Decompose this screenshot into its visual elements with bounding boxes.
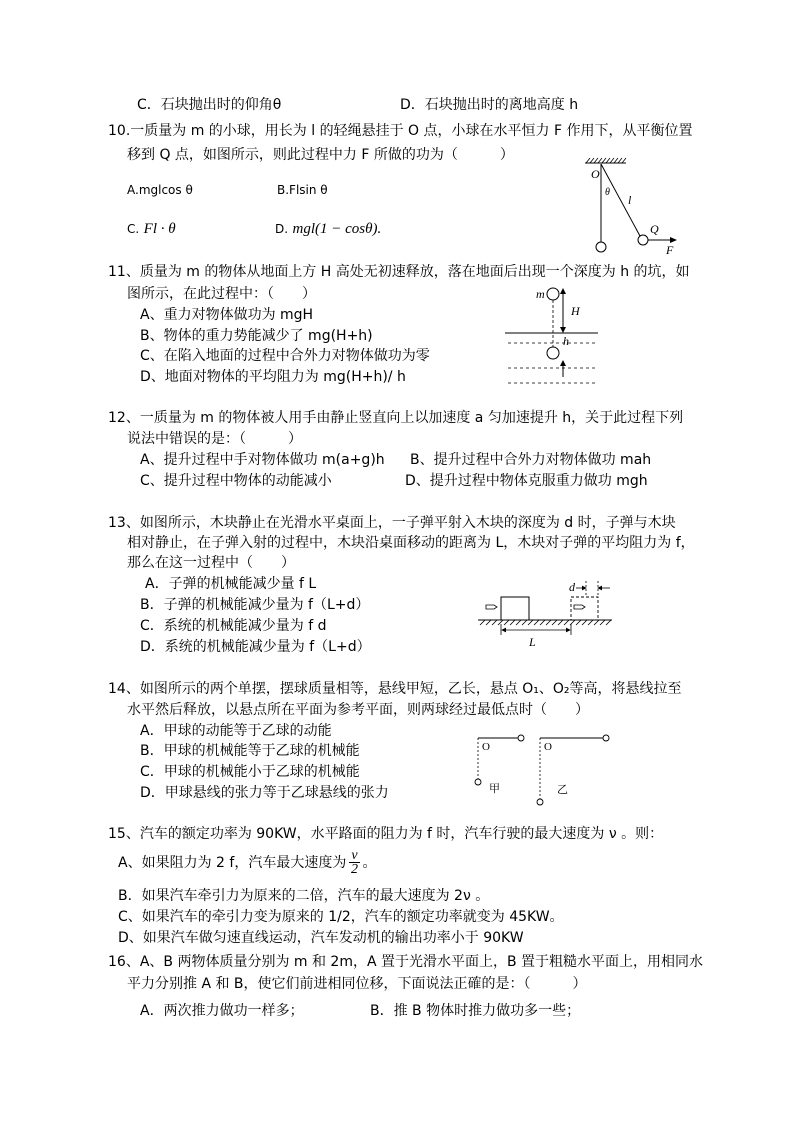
pendulum-right-released-bob bbox=[603, 735, 609, 741]
q11-option-c: C、在陷入地面的过程中合外力对物体做功为零 bbox=[140, 348, 430, 364]
q10-option-b: B.Flsin θ bbox=[277, 183, 328, 197]
q11-falling-object-figure bbox=[503, 283, 603, 393]
q11-option-a: A、重力对物体做功为 mgH bbox=[140, 307, 314, 323]
label-depth-d: d bbox=[569, 580, 575, 594]
q9-option-c: C．石块抛出时的仰角θ bbox=[137, 97, 282, 113]
label-distance-l: L bbox=[529, 635, 536, 649]
label-pivot-o: O bbox=[591, 167, 600, 181]
q15-option-a-suffix: 。 bbox=[362, 855, 377, 871]
q14-two-pendulums-figure bbox=[468, 730, 614, 810]
bullet-initial bbox=[486, 605, 497, 609]
q12-option-d: D、提升过程中物体克服重力做功 mgh bbox=[405, 473, 648, 489]
q12-option-a: A、提升过程中手对物体做功 m(a+g)h bbox=[140, 452, 385, 468]
q14-stem-line-2: 水平然后释放，以悬点所在平面为参考平面，则两球经过最低点时（ ） bbox=[127, 702, 589, 718]
q16-stem-line-1: 16、A、B 两物体质量分别为 m 和 2m，A 置于光滑水平面上，B 置于粗糙水平面上，用相同水 bbox=[108, 954, 704, 970]
label-length-l: l bbox=[628, 193, 632, 207]
q14-option-b: B．甲球的机械能等于乙球的机械能 bbox=[140, 743, 360, 759]
q13-stem-line-2: 相对静止，在子弹入射的过程中，木块沿桌面移动的距离为 L，木块对子弹的平均阻力为 f， bbox=[127, 535, 695, 551]
fraction-denominator: 2 bbox=[350, 862, 358, 877]
q9-option-d: D．石块抛出时的离地高度 h bbox=[400, 97, 579, 113]
q15-option-a-fraction bbox=[349, 849, 359, 877]
q12-stem-line-1: 12、一质量为 m 的物体被人用手由静止竖直向上以加速度 a 匀加速提升 h，关于此过程下列 bbox=[108, 410, 684, 426]
q13-option-b: B．子弹的机械能减少量为 f（L+d） bbox=[140, 597, 370, 613]
q10-option-d bbox=[275, 221, 381, 237]
q12-option-b: B、提升过程中合外力对物体做功 mah bbox=[410, 452, 652, 468]
q10-stem-line-2: 移到 Q 点，如图所示，则此过程中力 F 所做的功为（ ） bbox=[127, 147, 514, 163]
fraction-numerator: ν bbox=[351, 848, 358, 863]
q11-option-b: B、物体的重力势能减少了 mg(H+h) bbox=[140, 328, 373, 344]
bullet-final bbox=[574, 605, 585, 609]
ball-equilibrium bbox=[596, 242, 606, 252]
label-pendulum-jia: 甲 bbox=[489, 782, 500, 795]
object-in-pit bbox=[547, 347, 559, 359]
q16-option-b: B．推 B 物体时推力做功多一些； bbox=[370, 1003, 581, 1019]
label-angle-theta: θ bbox=[605, 187, 610, 198]
q11-stem-line-2: 图所示，在此过程中：（ ） bbox=[127, 286, 316, 302]
q10-stem-line-1: 10.一质量为 m 的小球，用长为 l 的轻绳悬挂于 O 点，小球在水平恒力 F 作用下，从平衡位置 bbox=[108, 123, 693, 139]
q15-option-c: C、如果汽车的牵引力变为原来的 1/2，汽车的额定功率就变为 45KW。 bbox=[118, 909, 564, 925]
q10-option-c bbox=[127, 221, 176, 237]
ball-at-q bbox=[638, 235, 648, 245]
q11-stem-line-1: 11、质量为 m 的物体从地面上方 H 高处无初速释放，落在地面后出现一个深度为 h 的坑，如 bbox=[108, 264, 690, 280]
q13-option-c: C．系统的机械能减少量为 f d bbox=[140, 618, 327, 634]
q10-option-c-expression: Fl · θ bbox=[143, 221, 176, 237]
label-pivot-right: O bbox=[544, 741, 552, 753]
q11-option-d: D、地面对物体的平均阻力为 mg(H+h)/ h bbox=[140, 369, 406, 385]
q15-stem: 15、汽车的额定功率为 90KW，水平路面的阻力为 f 时，汽车行驶的最大速度为 ν 。则： bbox=[108, 826, 664, 842]
slanted-rope bbox=[601, 164, 640, 236]
q14-option-d: D．甲球悬线的张力等于乙球悬线的张力 bbox=[140, 785, 389, 801]
pendulum-left-lowest-bob bbox=[475, 779, 481, 785]
object-start bbox=[547, 288, 559, 300]
q13-stem-line-3: 那么在这一过程中（ ） bbox=[127, 555, 295, 571]
q10-option-d-label: D. bbox=[275, 222, 289, 236]
pendulum-left-released-bob bbox=[518, 735, 524, 741]
table-hatch bbox=[480, 620, 611, 625]
q15-option-a-prefix: A、如果阻力为 2 f，汽车最大速度为 bbox=[118, 855, 347, 871]
q13-option-d: D．系统的机械能减少量为 f（L+d） bbox=[140, 639, 371, 655]
q12-stem-line-2: 说法中错误的是：（ ） bbox=[127, 431, 302, 447]
label-pivot-left: O bbox=[482, 741, 490, 753]
q16-stem-line-2: 平力分别推 A 和 B，使它们前进相同位移，下面说法正確的是：（ ） bbox=[127, 976, 587, 992]
q16-option-a: A．两次推力做功一样多； bbox=[140, 1003, 304, 1019]
label-force-f: F bbox=[666, 243, 674, 257]
q15-option-a bbox=[118, 848, 377, 878]
q14-option-a: A．甲球的动能等于乙球的动能 bbox=[140, 723, 332, 739]
q14-option-c: C．甲球的机械能小于乙球的机械能 bbox=[140, 764, 360, 780]
q14-stem-line-1: 14、如图所示的两个单摆，摆球质量相等，悬线甲短，乙长，悬点 O₁、O₂等高，将悬线拉至 bbox=[108, 681, 682, 697]
q10-option-c-label: C. bbox=[127, 222, 140, 236]
q10-pendulum-figure bbox=[578, 156, 682, 260]
q15-option-b: B．如果汽车牵引力为原来的二倍，汽车的最大速度为 2ν 。 bbox=[118, 888, 490, 904]
label-height-h: H bbox=[571, 304, 580, 318]
label-point-q: Q bbox=[650, 222, 659, 236]
q13-bullet-block-figure bbox=[474, 576, 618, 652]
ceiling-hatch bbox=[586, 158, 626, 163]
pendulum-right-lowest-bob bbox=[537, 799, 543, 805]
q13-option-a: A．子弹的机械能减少量 f L bbox=[145, 576, 317, 592]
q12-option-c: C、提升过程中物体的动能减小 bbox=[140, 473, 332, 489]
block-initial bbox=[501, 597, 529, 620]
label-depth-h: h bbox=[563, 334, 569, 348]
q10-option-d-expression: mgl(1 − cosθ). bbox=[292, 221, 382, 237]
q10-option-a: A.mglcos θ bbox=[127, 183, 193, 197]
q13-stem-line-1: 13、如图所示，木块静止在光滑水平桌面上，一子弹平射入木块的深度为 d 时，子弹与木块 bbox=[108, 515, 676, 531]
q15-option-d: D、如果汽车做匀速直线运动，汽车发动机的输出功率小于 90KW bbox=[118, 930, 524, 946]
label-mass-m: m bbox=[536, 287, 545, 301]
label-pendulum-yi: 乙 bbox=[557, 783, 568, 796]
